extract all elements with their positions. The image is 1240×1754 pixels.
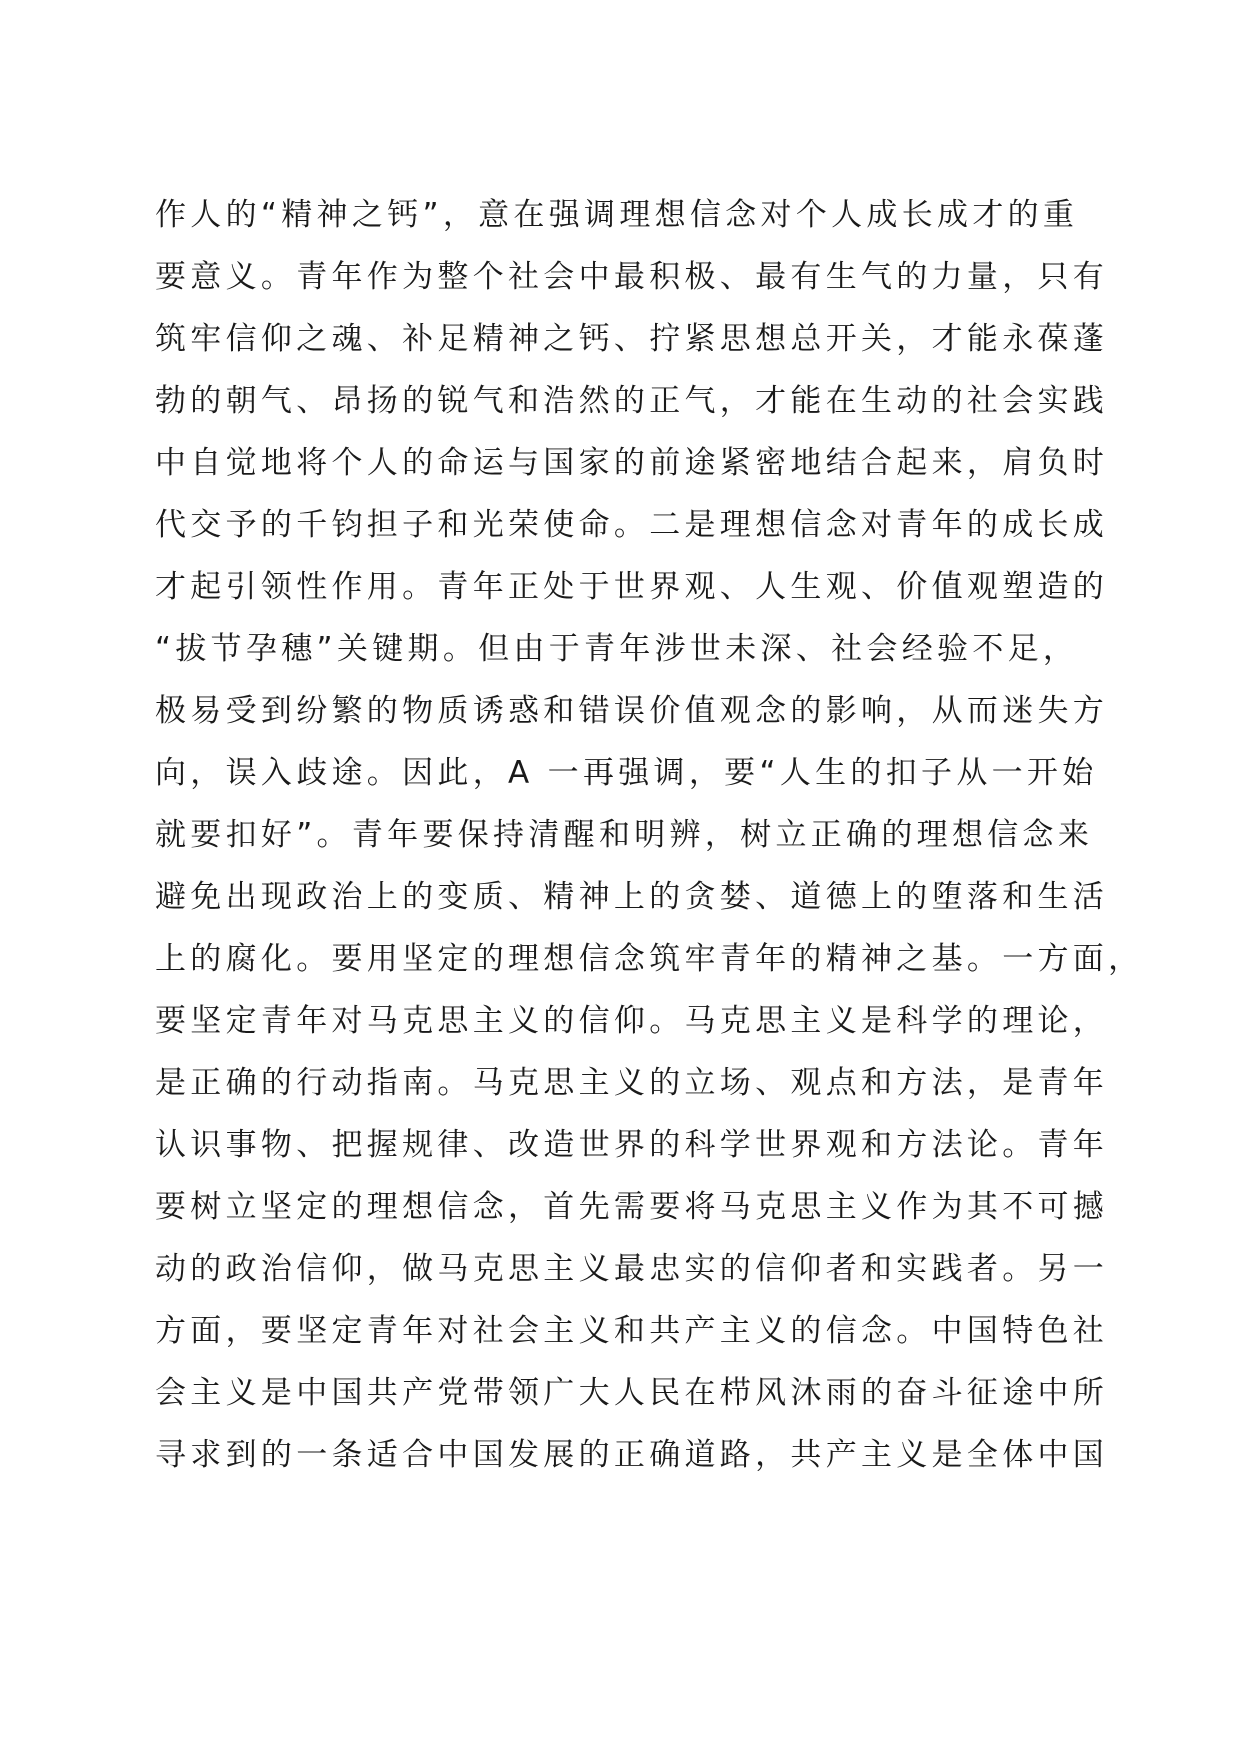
text-line: 极易受到纷繁的物质诱惑和错误价值观念的影响，从而迷失方: [155, 693, 1109, 729]
text-line: 要树立坚定的理想信念，首先需要将马克思主义作为其不可撼: [155, 1189, 1109, 1225]
text-line: 上的腐化。要用坚定的理想信念筑牢青年的精神之基。一方面，: [155, 941, 1144, 977]
text-line: 是正确的行动指南。马克思主义的立场、观点和方法，是青年: [155, 1065, 1109, 1101]
text-line: 勃的朝气、昂扬的锐气和浩然的正气，才能在生动的社会实践: [155, 383, 1109, 419]
text-line: 筑牢信仰之魂、补足精神之钙、拧紧思想总开关，才能永葆蓬: [155, 321, 1109, 357]
text-line: 寻求到的一条适合中国发展的正确道路，共产主义是全体中国: [155, 1437, 1109, 1473]
text-line: 动的政治信仰，做马克思主义最忠实的信仰者和实践者。另一: [155, 1251, 1109, 1287]
text-line: 代交予的千钧担子和光荣使命。二是理想信念对青年的成长成: [155, 507, 1109, 543]
text-line: 会主义是中国共产党带领广大人民在栉风沐雨的奋斗征途中所: [155, 1375, 1109, 1411]
text-line: 方面，要坚定青年对社会主义和共产主义的信念。中国特色社: [155, 1313, 1109, 1349]
text-line: 向，误入歧途。因此，A 一再强调，要“人生的扣子从一开始: [155, 755, 1098, 791]
body-text: [155, 190, 1144, 1492]
text-line: 要坚定青年对马克思主义的信仰。马克思主义是科学的理论，: [155, 1003, 1109, 1039]
text-line: 中自觉地将个人的命运与国家的前途紧密地结合起来，肩负时: [155, 445, 1109, 481]
text-line: “拔节孕穗”关键期。但由于青年涉世未深、社会经验不足，: [155, 631, 1079, 667]
text-line: 就要扣好”。青年要保持清醒和明辨，树立正确的理想信念来: [155, 817, 1094, 853]
text-line: 要意义。青年作为整个社会中最积极、最有生气的力量，只有: [155, 259, 1109, 295]
text-line: 作人的“精神之钙”，意在强调理想信念对个人成长成才的重: [155, 197, 1079, 233]
text-line: 认识事物、把握规律、改造世界的科学世界观和方法论。青年: [155, 1127, 1109, 1163]
text-line: 才起引领性作用。青年正处于世界观、人生观、价值观塑造的: [155, 569, 1109, 605]
text-line: 避免出现政治上的变质、精神上的贪婪、道德上的堕落和生活: [155, 879, 1109, 915]
